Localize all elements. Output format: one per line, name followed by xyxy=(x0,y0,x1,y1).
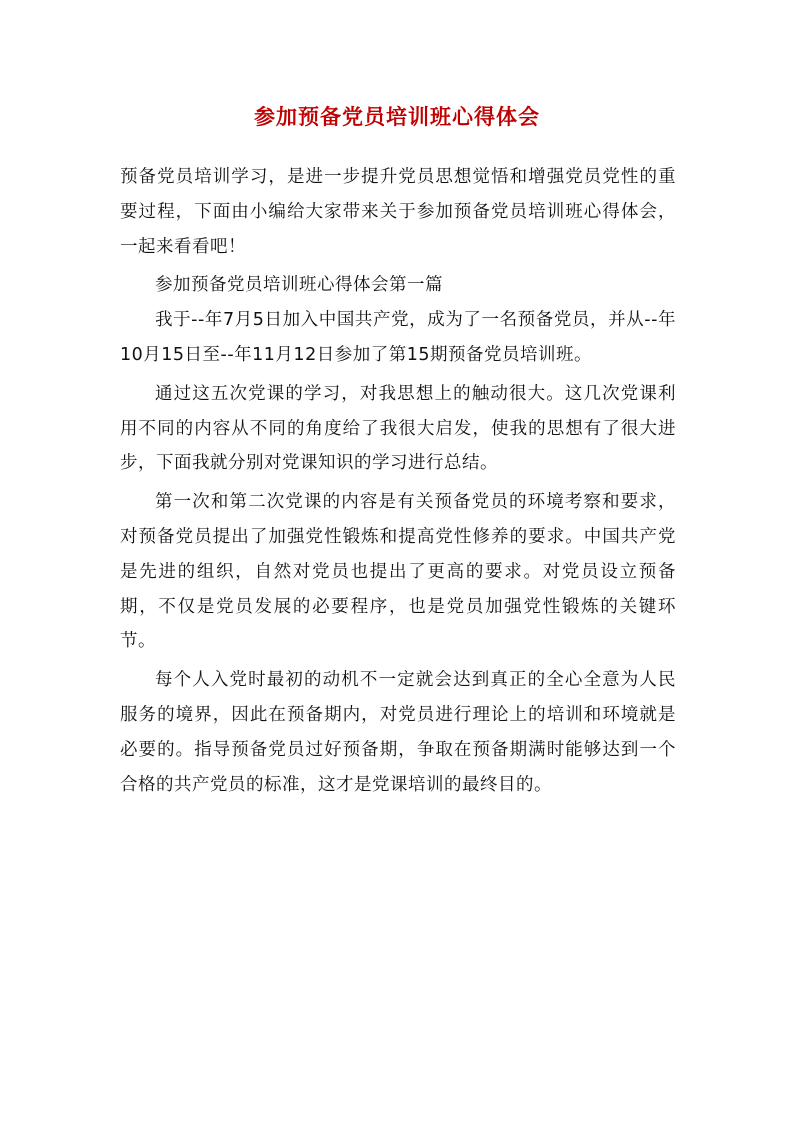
body-paragraph: 我于--年7月5日加入中国共产党，成为了一名预备党员，并从--年10月15日至--年11月12日参加了第15期预备党员培训班。 xyxy=(120,310,676,365)
body-paragraph: 第一次和第二次党课的内容是有关预备党员的环境考察和要求，对预备党员提出了加强党性锻炼和提高党性修养的要求。中国共产党是先进的组织，自然对党员也提出了更高的要求。对党员设立预备期，不仅是党员发展的必要程序，也是党员加强党性锻炼的关键环节。 xyxy=(120,492,676,652)
intro-paragraph: 预备党员培训学习，是进一步提升党员思想觉悟和增强党员党性的重要过程，下面由小编给大家带来关于参加预备党员培训班心得体会，一起来看看吧！ xyxy=(120,167,676,257)
section-heading: 参加预备党员培训班心得体会第一篇 xyxy=(155,275,443,296)
body-paragraph: 每个人入党时最初的动机不一定就会达到真正的全心全意为人民服务的境界，因此在预备期内，对党员进行理论上的培训和环境就是必要的。指导预备党员过好预备期，争取在预备期满时能够达到一个合格的共产党员的标准，这才是党课培训的最终目的。 xyxy=(120,670,676,795)
document-title: 参加预备党员培训班心得体会 xyxy=(254,104,540,129)
document-body xyxy=(120,160,676,802)
body-paragraph: 通过这五次党课的学习，对我思想上的触动很大。这几次党课利用不同的内容从不同的角度给了我很大启发，使我的思想有了很大进步，下面我就分别对党课知识的学习进行总结。 xyxy=(120,383,676,474)
